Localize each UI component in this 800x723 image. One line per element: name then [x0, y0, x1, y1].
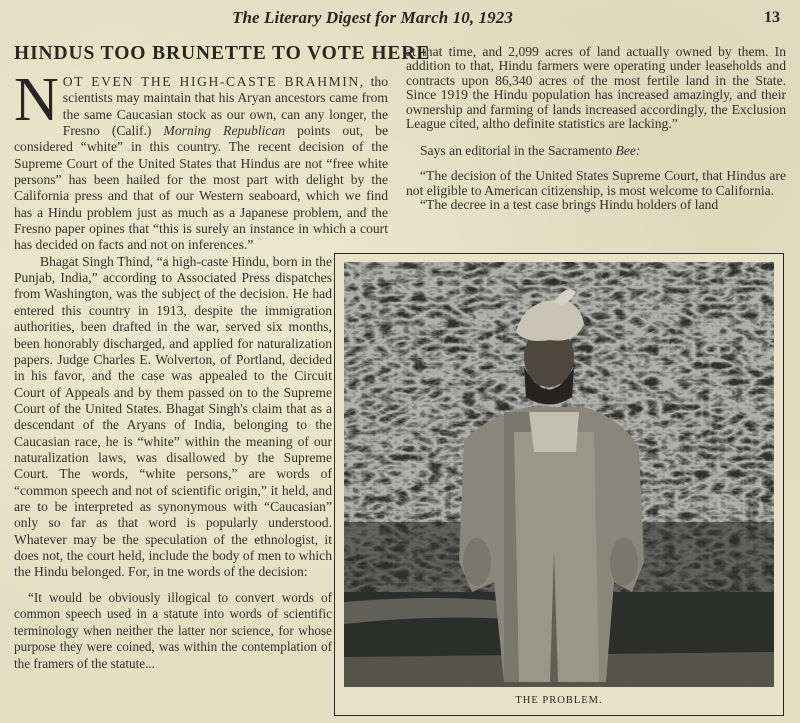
lead-text-b: points out, be considered “white” in this country. The recent decision of the Supreme Court of the United States that Hindus are not “free white persons” has been hailed for the most part with delight by the California press and that of our Western seaboard, which we find has a Hindu problem just as much as a Japanese problem, and the Fresno paper opines that “this is surely an instance in which a court has decided on facts and not on inferences.”	[14, 123, 389, 253]
right-column	[406, 45, 786, 213]
running-head: The Literary Digest for March 10, 1923	[232, 8, 513, 27]
article-headline: HINDUS TOO BRUNETTE TO VOTE HERE	[14, 43, 431, 64]
editorial-quote: “The decree in a test case brings Hindu holders of land	[420, 197, 719, 213]
figure-frame	[334, 253, 784, 716]
portrait-photo	[344, 262, 774, 687]
editorial-quote: “The decision of the United States Supreme Court, that Hindus are not eligible to American citizenship, is most welcome to California.	[406, 168, 786, 198]
newspaper-name: Morning Republican	[163, 123, 286, 139]
lead-text-a: tho scientists may maintain that his Aryan ancestors came from the same Caucasian stock as our own, can any longer, the Fresno (Calif.)	[62, 74, 388, 139]
page-number: 13	[764, 9, 780, 26]
left-column	[14, 66, 389, 673]
court-quote: “It would be obviously illogical to convert words of common speech used in a statute into words of scientific terminology when neither the latter nor science, for whose purpose they were coined, was within the contemplation of the framers of the statute...	[14, 589, 332, 672]
lead-caps: OT EVEN THE HIGH-CASTE BRAHMIN,	[62, 74, 365, 89]
body-paragraph: Bhagat Singh Thind, “a high-caste Hindu, born in the Punjab, India,” according to Associated Press dispatches from Washington, was the subject of the decision. He had entered this country in 1913, despite the immigration authorities, been drafted in the war, served six months, been honorably discharged, and applied for naturalization papers. Judge Charles E. Wolverton, of Portland, decided in his favor, and the case was appealed to the Circuit Court of Appeals and by them passed on to the Supreme Court of the United States. Bhagat Singh's claim that as a descendant of the Aryans of India, belonging to the Caucasian race, he is “white” within the meaning of our naturalization laws, was disallowed by the Supreme Court. The words, “white persons,” are words of “common speech and not of scientific origin,” it held, and are to be interpreted as synonymous with “Caucasian” only so far as that word is popularly understood. Whatever may be the speculation of the ethnologist, it does not, the court held, include the body of men to which the Hindu belonged. For, in tne words of the decision:	[14, 253, 332, 580]
body-paragraph: at that time, and 2,099 acres of land actually owned by them. In addition to that, Hindu farmers were operating under leaseholds and contracts upon 86,340 acres of the most fertile land in the State. Since 1919 the Hindu population has increased amazingly, and their ownership and farming of lands increased accordingly, the Exclusion League cited, altho definite statistics are lacking.”	[406, 44, 786, 132]
drop-cap: N	[14, 66, 59, 134]
newspaper-name: Bee:	[615, 143, 641, 159]
editorial-intro	[406, 143, 786, 159]
figure-caption: THE PROBLEM.	[515, 695, 603, 706]
lead-paragraph	[14, 66, 389, 254]
portrait-illustration	[344, 262, 774, 687]
editorial-intro-text: Says an editorial in the Sacramento	[420, 143, 616, 159]
